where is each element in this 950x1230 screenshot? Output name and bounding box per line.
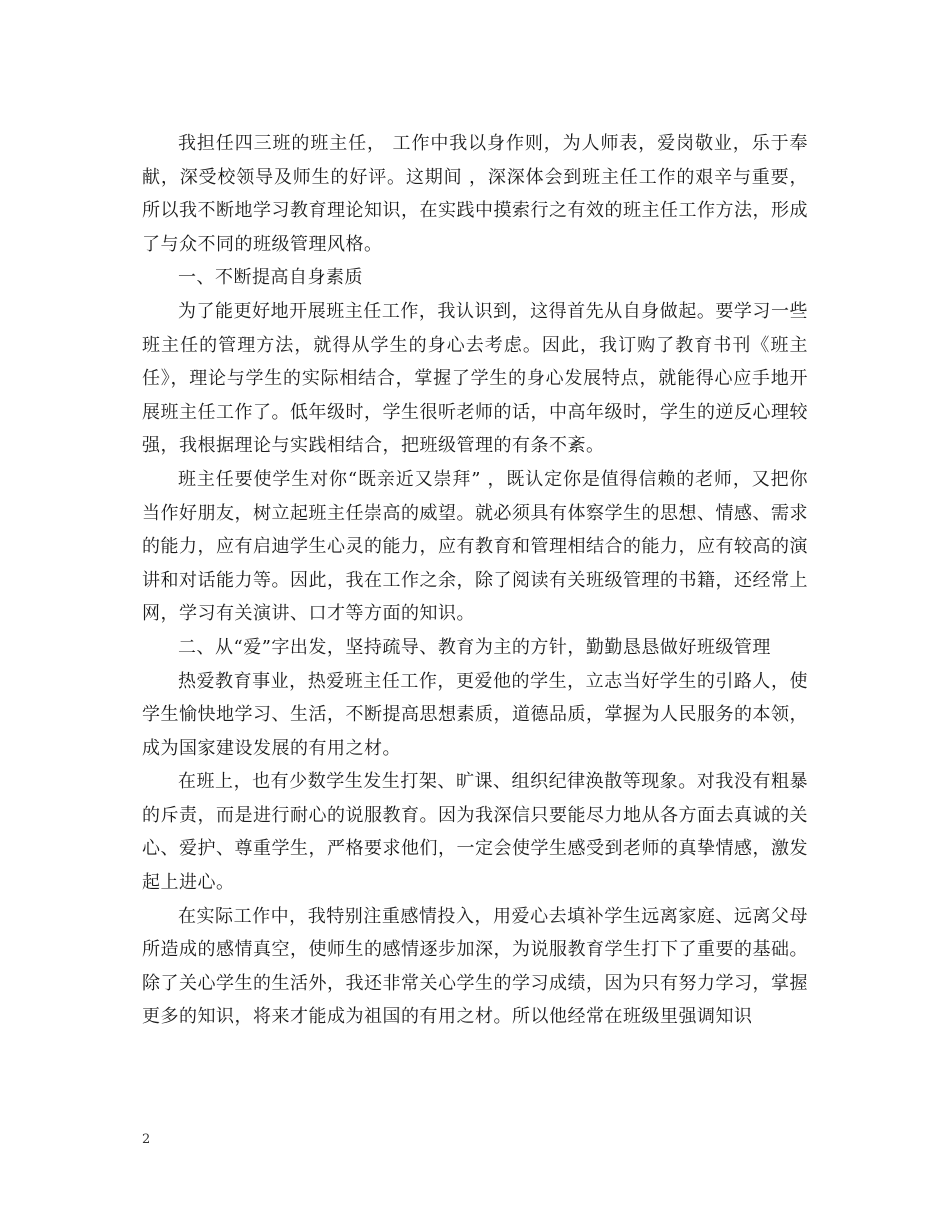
paragraph-intro: 我担任四三班的班主任， 工作中我以身作则，为人师表，爱岗敬业，乐于奉献，深受校领导及师生的好评。这期间 ，深深体会到班主任工作的艰辛与重要，所以我不断地学习教育理论知识，在实践中摸索行之有效的班主任工作方法，形成了与众不同的班级管理风格。 [142, 133, 808, 255]
paragraph-love-of-education: 热爱教育事业，热爱班主任工作，更爱他的学生，立志当好学生的引路人，使学生愉快地学习、生活，不断提高思想素质，道德品质，掌握为人民服务的本领，成为国家建设发展的有用之材。 [142, 670, 808, 759]
page-number: 2 [142, 1132, 151, 1147]
paragraph-self-improvement: 为了能更好地开展班主任工作，我认识到，这得首先从自身做起。要学习一些班主任的管理方法，就得从学生的身心去考虑。因此，我订购了教育书刊《班主任》，理论与学生的实际相结合，掌握了学生的身心发展特点，就能得心应手地开展班主任工作了。低年级时，学生很听老师的话，中高年级时，学生的逆反心理较强，我根据理论与实践相结合，把班级管理的有条不紊。 [142, 300, 808, 457]
paragraph-authority: 班主任要使学生对你“既亲近又崇拜” ，既认定你是值得信赖的老师，又把你当作好朋友，树立起班主任崇高的威望。就必须具有体察学生的思想、情感、需求的能力，应有启迪学生心灵的能力，应有教育和管理相结合的能力，应有较高的演讲和对话能力等。因此，我在工作之余，除了阅读有关班级管理的书籍，还经常上网，学习有关演讲、口才等方面的知识。 [142, 468, 808, 625]
section-heading-1: 一、不断提高自身素质 [178, 267, 363, 289]
paragraph-discipline: 在班上，也有少数学生发生打架、旷课、组织纪律涣散等现象。对我没有粗暴的斥责，而是进行耐心的说服教育。因为我深信只要能尽力地从各方面去真诚的关心、爱护、尊重学生，严格要求他们，一定会使学生感受到老师的真挚情感，激发起上进心。 [142, 771, 808, 894]
document-body [142, 127, 808, 1034]
paragraph-emotional-investment: 在实际工作中，我特别注重感情投入，用爱心去填补学生远离家庭、远离父母所造成的感情真空，使师生的感情逐步加深，为说服教育学生打下了重要的基础。除了关心学生的生活外，我还非常关心学生的学习成绩，因为只有努力学习，掌握更多的知识，将来才能成为祖国的有用之材。所以他经常在班级里强调知识 [142, 905, 808, 1028]
section-heading-2: 二、从“爱”字出发，坚持疏导、教育为主的方针，勤勤恳恳做好班级管理 [178, 636, 771, 658]
